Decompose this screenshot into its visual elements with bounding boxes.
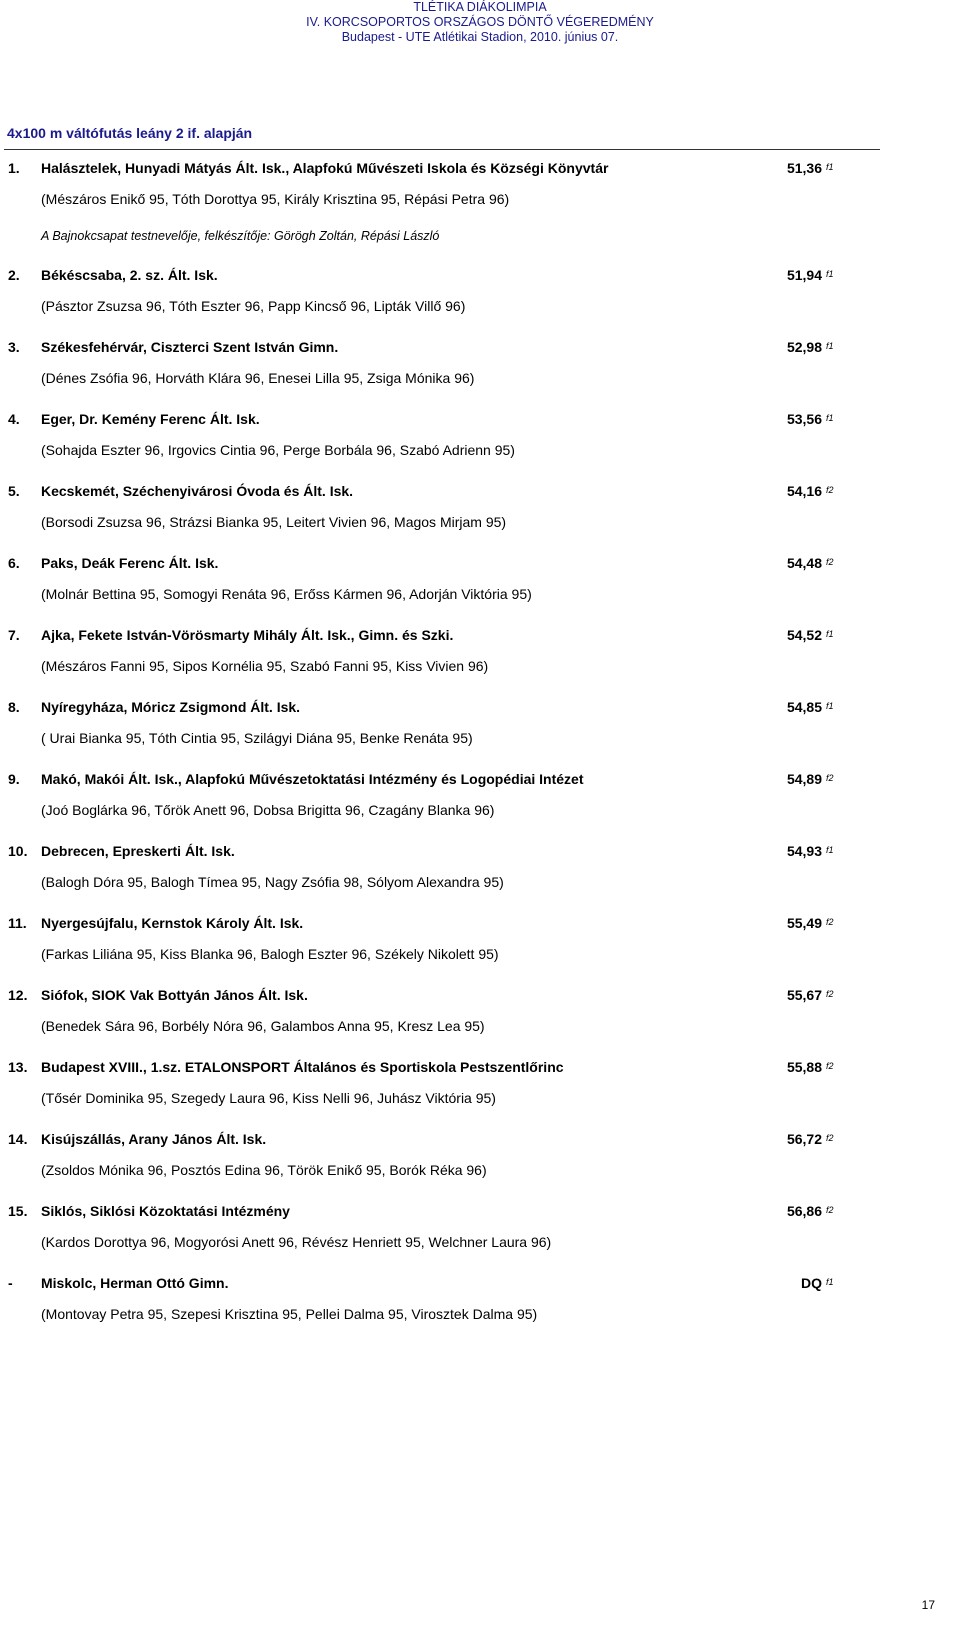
result-row	[0, 1273, 960, 1293]
result-rank: 10.	[8, 843, 28, 859]
result-entry	[0, 158, 960, 265]
result-heat: f1	[826, 269, 834, 279]
result-heat: f1	[826, 1277, 834, 1287]
result-row	[0, 913, 960, 933]
result-row	[0, 409, 960, 429]
page-number: 17	[921, 1598, 935, 1612]
result-time: 54,16	[786, 483, 822, 499]
result-time: DQ	[801, 1275, 822, 1291]
result-heat: f1	[826, 341, 834, 351]
result-time: 54,48	[786, 555, 822, 571]
header-line-3: Budapest - UTE Atlétikai Stadion, 2010. június 07.	[341, 30, 619, 44]
result-entry	[0, 1057, 960, 1129]
result-row	[0, 769, 960, 789]
result-time: 55,67	[786, 987, 822, 1003]
result-rank: 4.	[8, 411, 20, 427]
result-rank: 7.	[8, 627, 20, 643]
result-team: Siklós, Siklósi Közoktatási Intézmény	[41, 1203, 290, 1219]
result-team: Nyergesújfalu, Kernstok Károly Ált. Isk.	[41, 915, 304, 931]
result-time: 55,49	[786, 915, 822, 931]
result-team: Kecskemét, Széchenyivárosi Óvoda és Ált. Isk.	[41, 483, 354, 499]
result-rank: 8.	[8, 699, 20, 715]
result-heat: f2	[826, 917, 834, 927]
result-team: Békéscsaba, 2. sz. Ált. Isk.	[41, 267, 218, 283]
result-team: Székesfehérvár, Ciszterci Szent István Gimn.	[41, 339, 339, 355]
result-rank: 14.	[8, 1131, 28, 1147]
result-row	[0, 697, 960, 717]
result-rank: 15.	[8, 1203, 28, 1219]
result-members: (Montovay Petra 95, Szepesi Krisztina 95, Pellei Dalma 95, Virosztek Dalma 95)	[41, 1306, 538, 1322]
result-coach-note: A Bajnokcsapat testnevelője, felkészítője: Görögh Zoltán, Répási László	[41, 229, 440, 243]
result-time: 54,93	[786, 843, 822, 859]
result-heat: f2	[826, 1205, 834, 1215]
results-list	[0, 158, 960, 1345]
result-entry	[0, 1129, 960, 1201]
result-rank: 9.	[8, 771, 20, 787]
result-time: 53,56	[786, 411, 822, 427]
result-team: Halásztelek, Hunyadi Mátyás Ált. Isk., Alapfokú Művészeti Iskola és Községi Könyvtár	[41, 160, 609, 176]
result-entry	[0, 913, 960, 985]
result-members: (Molnár Bettina 95, Somogyi Renáta 96, Erőss Kármen 96, Adorján Viktória 95)	[41, 586, 532, 602]
result-time: 51,36	[786, 160, 822, 176]
result-team: Paks, Deák Ferenc Ált. Isk.	[41, 555, 219, 571]
result-team: Eger, Dr. Kemény Ferenc Ált. Isk.	[41, 411, 260, 427]
result-heat: f2	[826, 989, 834, 999]
result-members: ( Urai Bianka 95, Tóth Cintia 95, Szilágyi Diána 95, Benke Renáta 95)	[41, 730, 473, 746]
result-members: (Kardos Dorottya 96, Mogyorósi Anett 96, Révész Henriett 95, Welchner Laura 96)	[41, 1234, 552, 1250]
result-entry	[0, 1273, 960, 1345]
result-rank: 2.	[8, 267, 20, 283]
result-members: (Tősér Dominika 95, Szegedy Laura 96, Kiss Nelli 96, Juhász Viktória 95)	[41, 1090, 496, 1106]
result-members: (Benedek Sára 96, Borbély Nóra 96, Galambos Anna 95, Kresz Lea 95)	[41, 1018, 485, 1034]
result-members: (Dénes Zsófia 96, Horváth Klára 96, Enesei Lilla 95, Zsiga Mónika 96)	[41, 370, 475, 386]
result-members: (Mészáros Fanni 95, Sipos Kornélia 95, Szabó Fanni 95, Kiss Vivien 96)	[41, 658, 489, 674]
result-entry	[0, 1201, 960, 1273]
result-members: (Zsoldos Mónika 96, Posztós Edina 96, Török Enikő 95, Borók Réka 96)	[41, 1162, 487, 1178]
result-heat: f1	[826, 845, 834, 855]
result-entry	[0, 697, 960, 769]
result-row	[0, 1129, 960, 1149]
result-entry	[0, 841, 960, 913]
result-heat: f1	[826, 701, 834, 711]
result-members: (Balogh Dóra 95, Balogh Tímea 95, Nagy Zsófia 98, Sólyom Alexandra 95)	[41, 874, 504, 890]
result-row	[0, 841, 960, 861]
result-heat: f2	[826, 1133, 834, 1143]
result-heat: f1	[826, 162, 834, 172]
result-heat: f2	[826, 773, 834, 783]
result-rank: 13.	[8, 1059, 28, 1075]
result-time: 54,85	[786, 699, 822, 715]
result-row	[0, 625, 960, 645]
title-divider	[4, 149, 880, 150]
result-row	[0, 1201, 960, 1221]
result-heat: f1	[826, 629, 834, 639]
result-time: 54,52	[786, 627, 822, 643]
result-time: 55,88	[786, 1059, 822, 1075]
result-entry	[0, 769, 960, 841]
result-entry	[0, 625, 960, 697]
header-line-1: TLÉTIKA DIÁKOLIMPIA	[413, 0, 547, 14]
result-team: Ajka, Fekete István-Vörösmarty Mihály Ált. Isk., Gimn. és Szki.	[41, 627, 454, 643]
result-entry	[0, 409, 960, 481]
result-row	[0, 985, 960, 1005]
result-heat: f2	[826, 1061, 834, 1071]
result-entry	[0, 337, 960, 409]
result-team: Debrecen, Epreskerti Ált. Isk.	[41, 843, 235, 859]
result-entry	[0, 985, 960, 1057]
header-line-2: IV. KORCSOPORTOS ORSZÁGOS DÖNTŐ VÉGEREDMÉNY	[306, 15, 654, 29]
event-title: 4x100 m váltófutás leány 2 if. alapján	[7, 125, 253, 141]
result-heat: f2	[826, 557, 834, 567]
result-time: 51,94	[786, 267, 822, 283]
result-rank: 6.	[8, 555, 20, 571]
result-row	[0, 265, 960, 285]
result-rank: -	[8, 1275, 13, 1291]
result-team: Miskolc, Herman Ottó Gimn.	[41, 1275, 229, 1291]
result-time: 52,98	[786, 339, 822, 355]
result-time: 54,89	[786, 771, 822, 787]
result-rank: 11.	[8, 915, 27, 931]
result-rank: 5.	[8, 483, 20, 499]
result-members: (Borsodi Zsuzsa 96, Strázsi Bianka 95, Leitert Vivien 96, Magos Mirjam 95)	[41, 514, 507, 530]
result-entry	[0, 265, 960, 337]
result-members: (Sohajda Eszter 96, Irgovics Cintia 96, Perge Borbála 96, Szabó Adrienn 95)	[41, 442, 515, 458]
result-members: (Pásztor Zsuzsa 96, Tóth Eszter 96, Papp Kincső 96, Lipták Villő 96)	[41, 298, 466, 314]
result-entry	[0, 481, 960, 553]
result-team: Budapest XVIII., 1.sz. ETALONSPORT Általános és Sportiskola Pestszentlőrinc	[41, 1059, 564, 1075]
result-time: 56,72	[786, 1131, 822, 1147]
document-header	[0, 0, 960, 45]
result-heat: f2	[826, 485, 834, 495]
result-row	[0, 553, 960, 573]
result-team: Kisújszállás, Arany János Ált. Isk.	[41, 1131, 267, 1147]
result-members: (Mészáros Enikő 95, Tóth Dorottya 95, Király Krisztina 95, Répási Petra 96)	[41, 191, 510, 207]
result-row	[0, 158, 960, 178]
result-team: Nyíregyháza, Móricz Zsigmond Ált. Isk.	[41, 699, 301, 715]
result-entry	[0, 553, 960, 625]
result-heat: f1	[826, 413, 834, 423]
result-members: (Joó Boglárka 96, Tőrök Anett 96, Dobsa Brigitta 96, Czagány Blanka 96)	[41, 802, 495, 818]
result-team: Siófok, SIOK Vak Bottyán János Ált. Isk.	[41, 987, 308, 1003]
result-rank: 3.	[8, 339, 20, 355]
result-row	[0, 1057, 960, 1077]
result-members: (Farkas Liliána 95, Kiss Blanka 96, Balogh Eszter 96, Székely Nikolett 95)	[41, 946, 499, 962]
result-time: 56,86	[786, 1203, 822, 1219]
result-team: Makó, Makói Ált. Isk., Alapfokú Művészetoktatási Intézmény és Logopédiai Intézet	[41, 771, 584, 787]
result-row	[0, 337, 960, 357]
result-rank: 12.	[8, 987, 28, 1003]
result-rank: 1.	[8, 160, 20, 176]
result-row	[0, 481, 960, 501]
